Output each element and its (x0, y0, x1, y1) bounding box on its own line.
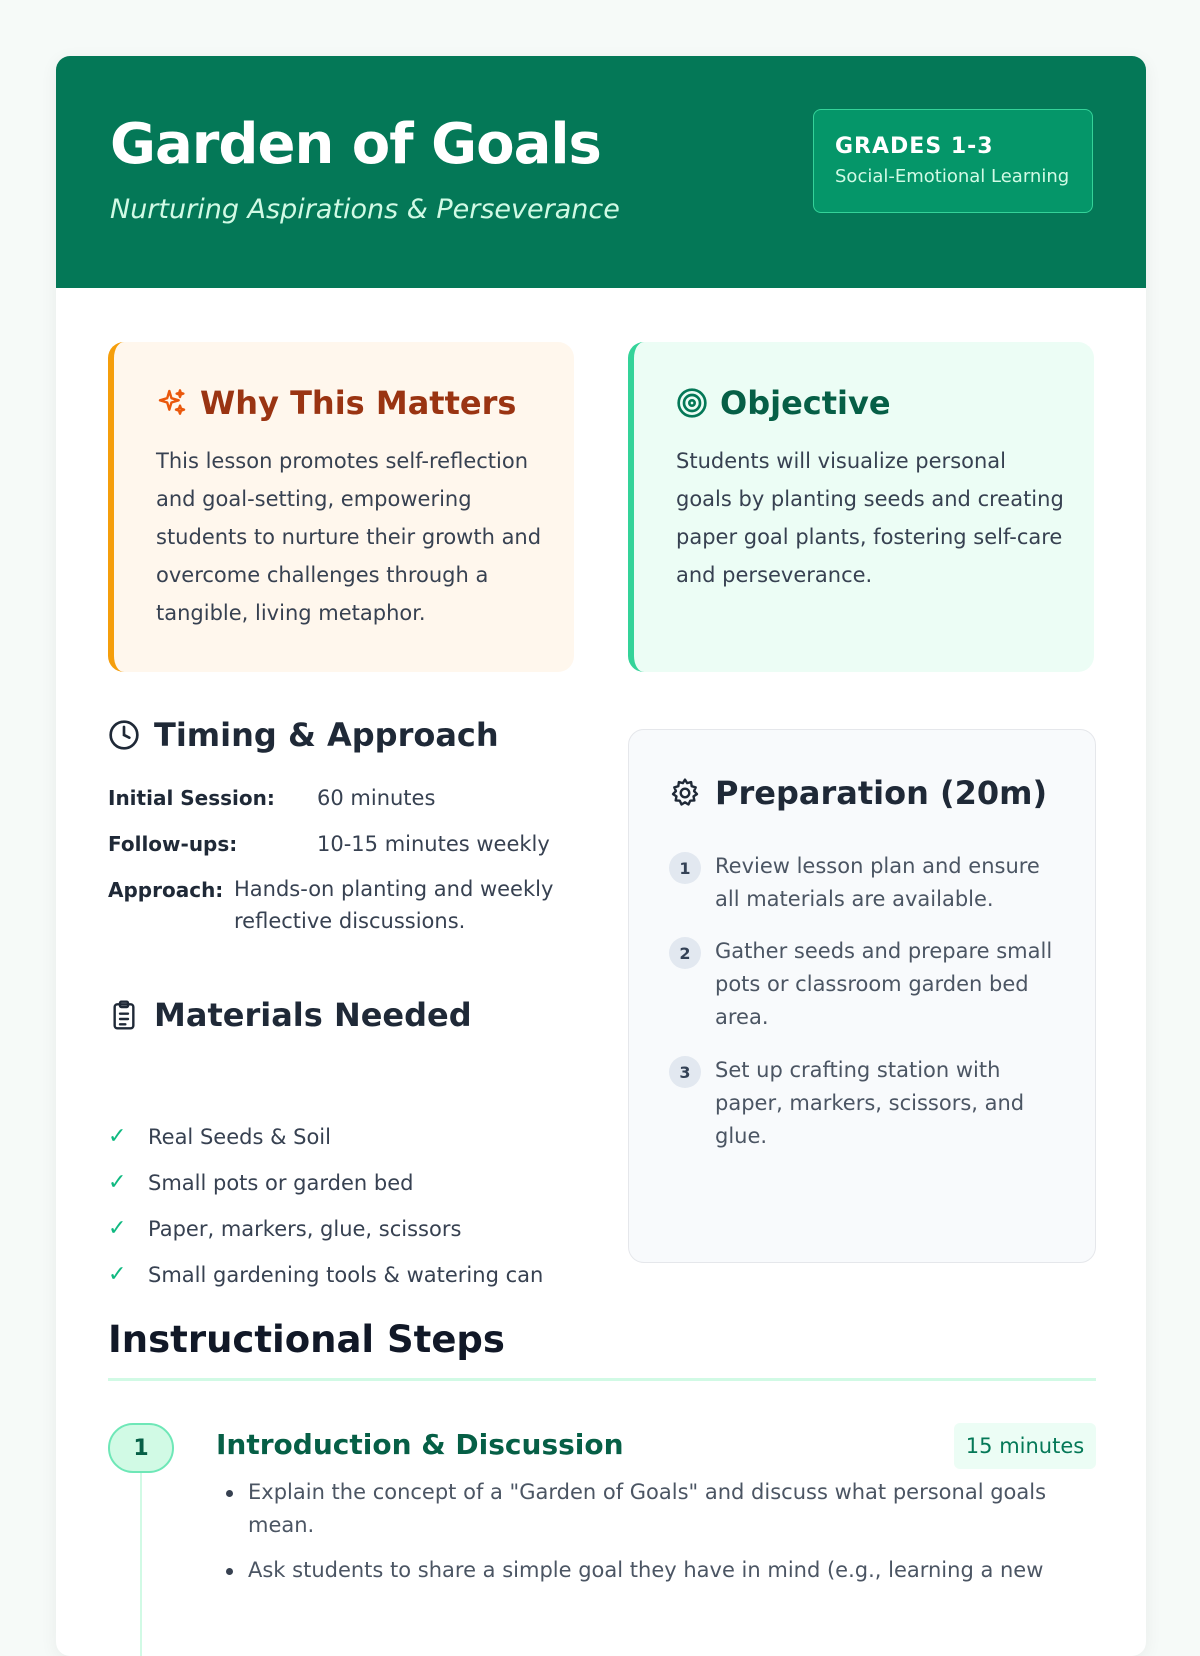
subject-label: Social-Emotional Learning (835, 166, 1070, 187)
why-body: This lesson promotes self-reflection and goal-setting, empowering students to nurture their growth and overcome challenges through a tangible, living metaphor. (156, 449, 542, 625)
material-label: Small pots or garden bed (148, 1170, 414, 1195)
objective-title: Objective (720, 384, 891, 422)
check-icon: ✓ (108, 1124, 127, 1149)
clock-icon (108, 719, 140, 751)
timing-value: Hands-on planting and weekly reflective discussions. (234, 877, 554, 933)
preparation-card (628, 729, 1096, 1263)
grade-badge (813, 109, 1093, 213)
grade-label: GRADES 1-3 (835, 134, 994, 159)
step-number: 1 (669, 852, 701, 884)
target-icon (676, 387, 708, 419)
step-number: 3 (669, 1056, 701, 1088)
sparkles-icon (156, 387, 188, 419)
preparation-heading (669, 774, 1047, 812)
lesson-title: Garden of Goals (110, 112, 601, 177)
list-item (108, 1170, 413, 1195)
list-item (108, 1216, 461, 1241)
check-icon: ✓ (108, 1262, 127, 1287)
timing-heading (108, 716, 499, 754)
material-label: Real Seeds & Soil (148, 1124, 331, 1149)
list-item (108, 1262, 543, 1287)
instructional-steps-title: Instructional Steps (108, 1318, 505, 1361)
preparation-title: Preparation (20m) (715, 774, 1048, 812)
step-title: Introduction & Discussion (216, 1428, 624, 1461)
timing-label: Approach: (108, 878, 224, 902)
step-bullets (222, 1476, 1082, 1599)
step-number: 2 (669, 937, 701, 969)
list-item (108, 1124, 331, 1149)
material-label: Paper, markers, glue, scissors (148, 1216, 462, 1241)
clipboard-icon (108, 999, 140, 1031)
prep-text: Set up crafting station with paper, markers, scissors, and glue. (715, 1058, 1025, 1148)
timing-label: Initial Session: (108, 786, 275, 810)
lesson-header (56, 56, 1146, 288)
materials-title: Materials Needed (154, 996, 472, 1034)
lesson-subtitle: Nurturing Aspirations & Perseverance (110, 194, 620, 225)
step-number: 1 (108, 1423, 174, 1473)
timeline-line (140, 1473, 142, 1656)
divider (108, 1378, 1096, 1381)
lesson-card (56, 56, 1146, 1656)
list-item: Ask students to share a simple goal they have in mind (e.g., learning a new (222, 1554, 1082, 1587)
material-label: Small gardening tools & watering can (148, 1262, 544, 1287)
why-title: Why This Matters (200, 384, 517, 422)
gear-icon (669, 777, 701, 809)
objective-card (628, 342, 1094, 672)
check-icon: ✓ (108, 1216, 127, 1241)
materials-heading (108, 996, 472, 1034)
timing-title: Timing & Approach (154, 716, 499, 754)
why-this-matters-card (108, 342, 574, 672)
list-item: Explain the concept of a "Garden of Goals" and discuss what personal goals mean. (222, 1476, 1082, 1542)
timing-label: Follow-ups: (108, 832, 238, 856)
timing-value: 60 minutes (317, 786, 436, 810)
prep-text: Review lesson plan and ensure all materials are available. (715, 854, 1040, 911)
check-icon: ✓ (108, 1170, 127, 1195)
prep-text: Gather seeds and prepare small pots or classroom garden bed area. (715, 939, 1053, 1029)
objective-body: Students will visualize personal goals by planting seeds and creating paper goal plants, fostering self-care and perseverance. (676, 449, 1064, 587)
timing-value: 10-15 minutes weekly (317, 832, 550, 856)
duration-badge: 15 minutes (954, 1423, 1096, 1469)
